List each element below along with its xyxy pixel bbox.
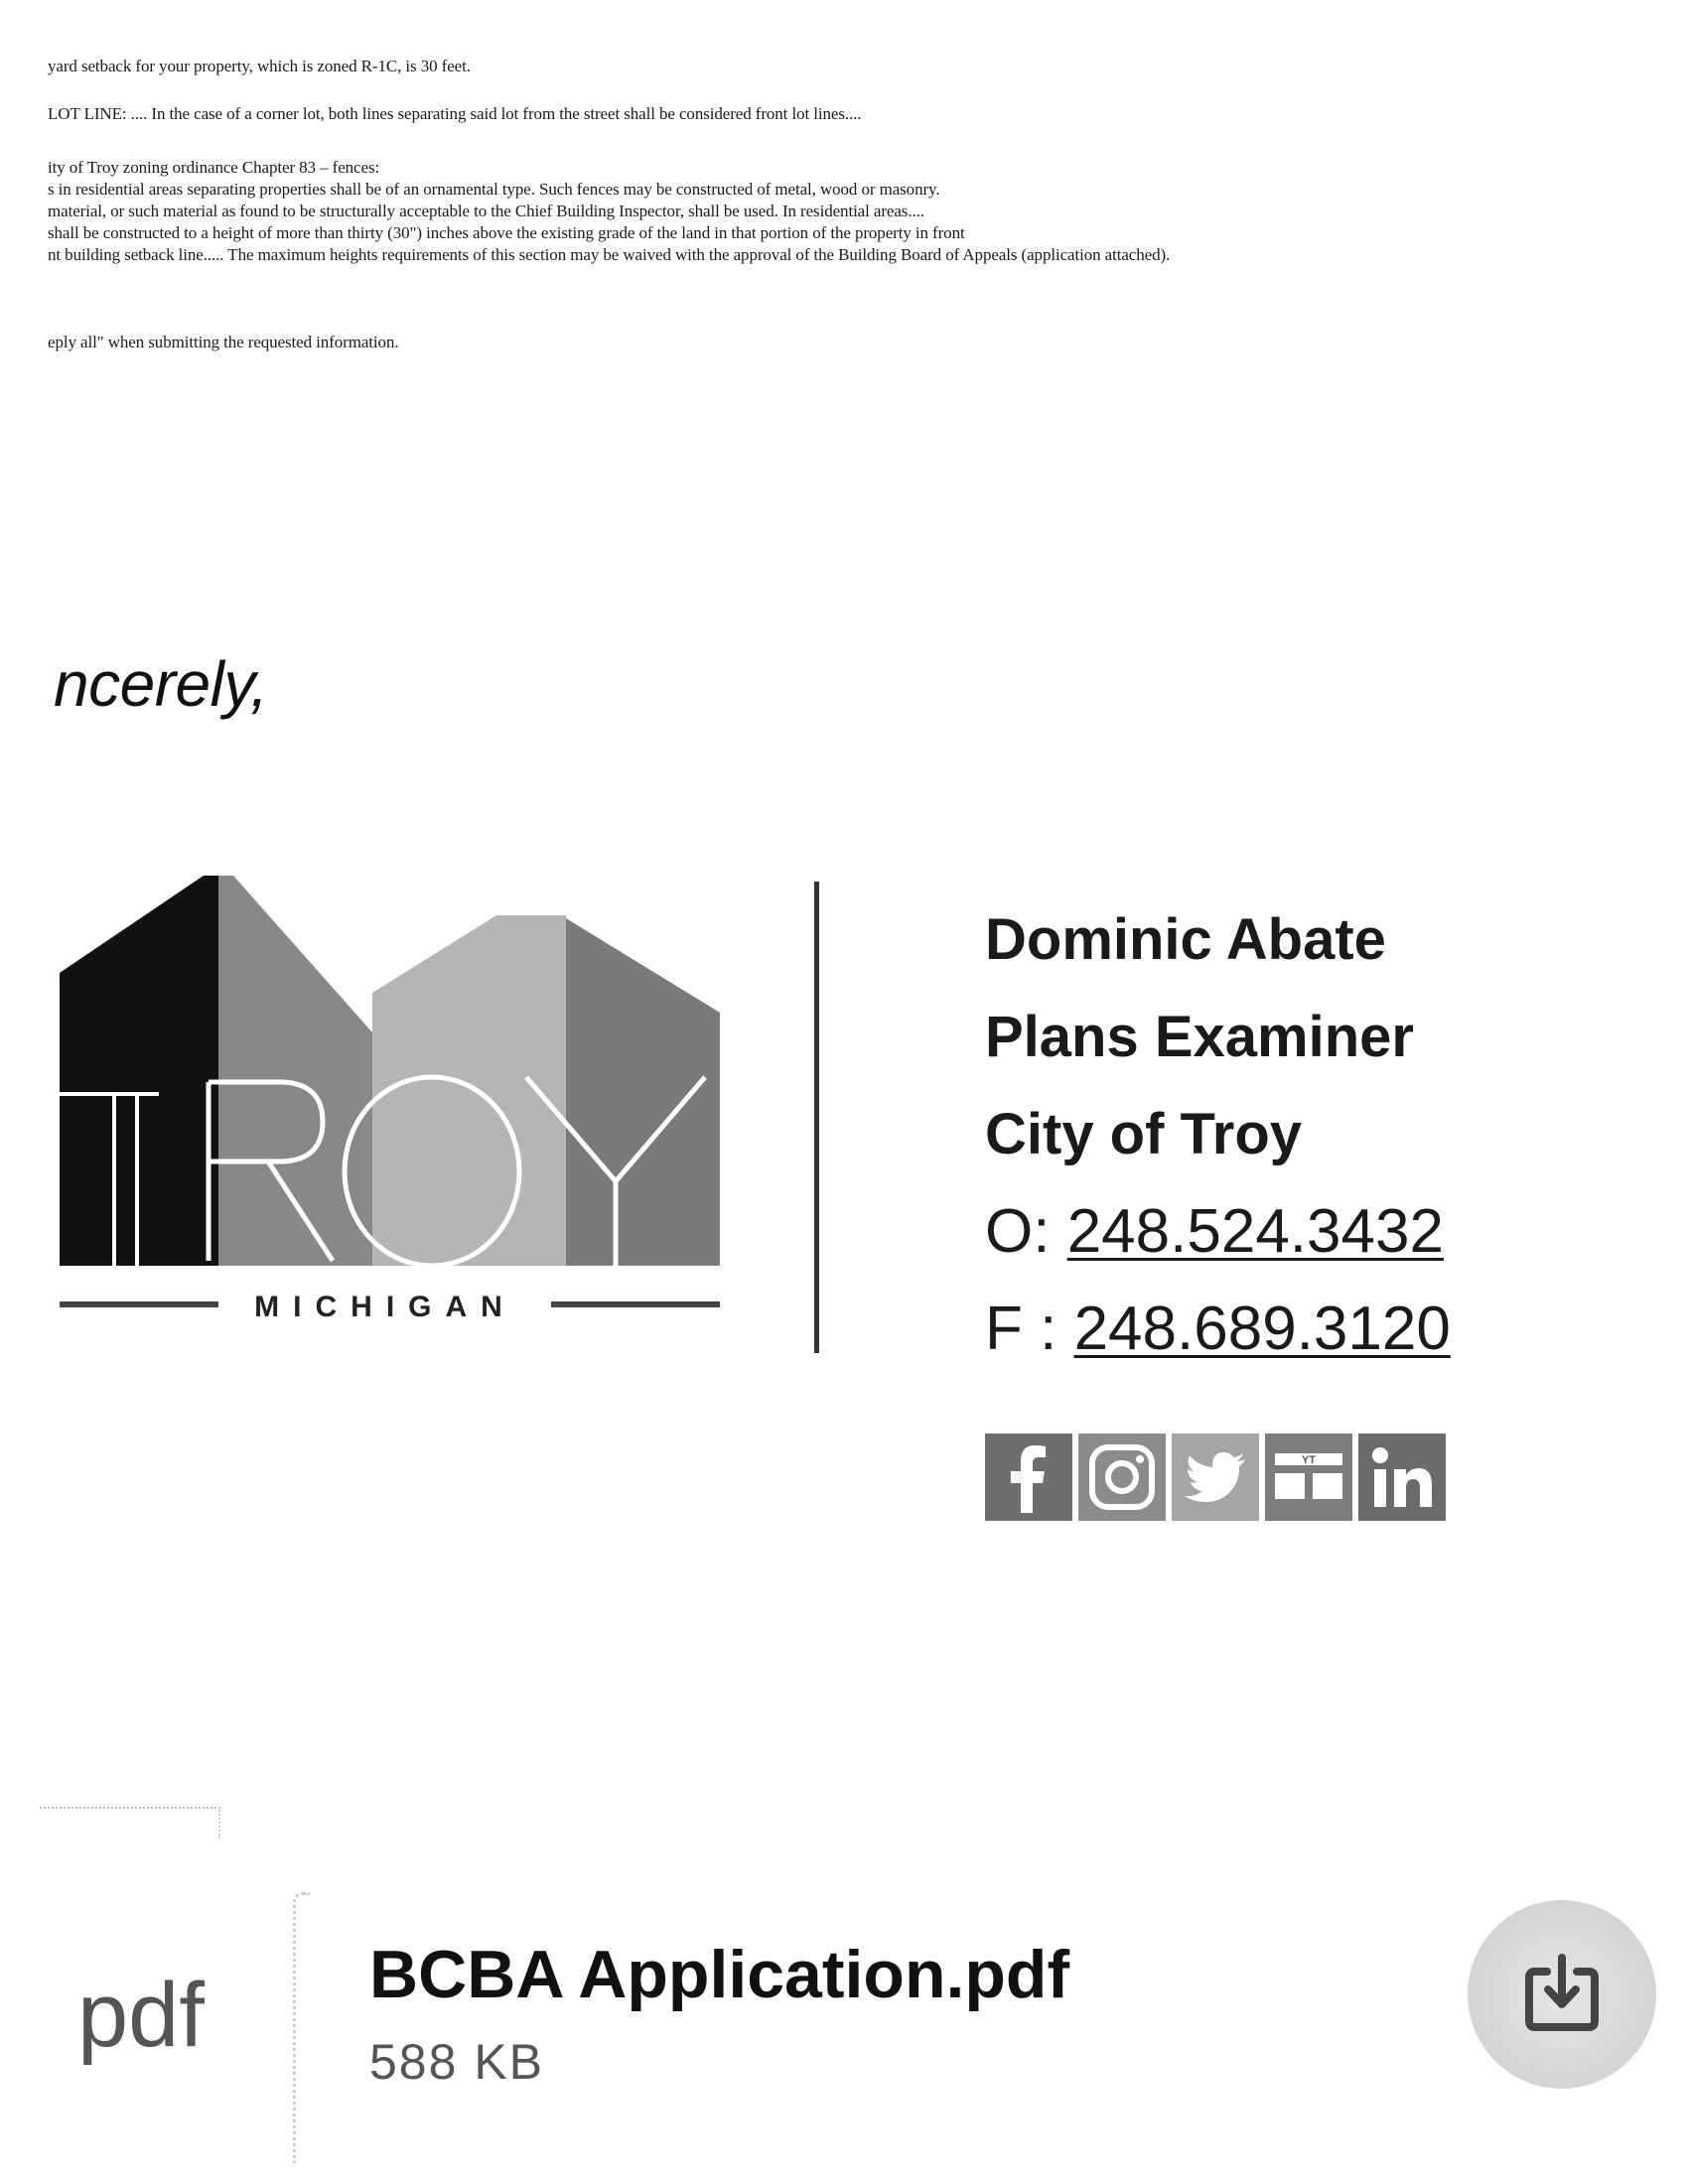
office-label: O: xyxy=(985,1197,1051,1266)
social-links xyxy=(985,1433,1446,1521)
troy-michigan-logo xyxy=(60,864,735,1320)
attachment-divider xyxy=(293,1892,310,2163)
signature-divider xyxy=(814,882,819,1353)
body-line: nt building setback line..... The maximum heights requirements of this section may be waived with the approval of the Building Board of Appeals (application attached). xyxy=(48,245,1171,264)
email-body xyxy=(48,56,1656,353)
attachment-filename[interactable]: BCBA Application.pdf xyxy=(369,1937,1070,2012)
download-icon xyxy=(1517,1950,1607,2039)
office-phone-link[interactable]: 248.524.3432 xyxy=(1066,1197,1444,1266)
signature-name: Dominic Abate xyxy=(985,907,1386,972)
pdf-file-icon: pdf xyxy=(77,1965,205,2066)
fax-row xyxy=(985,1281,1451,1378)
body-line: material, or such material as found to be structurally acceptable to the Chief Building Inspector, shall be used. In residential areas.... xyxy=(48,202,924,220)
attachment-card-edge xyxy=(40,1807,220,1839)
body-line: s in residential areas separating properties shall be of an ornamental type. Such fences may be constructed of metal, wood or masonry. xyxy=(48,180,940,199)
body-line: LOT LINE: .... In the case of a corner lot, both lines separating said lot from the street shall be considered front lot lines.... xyxy=(48,104,862,123)
body-line: shall be constructed to a height of more than thirty (30") inches above the existing grade of the land in that portion of the property in front xyxy=(48,223,965,242)
logo-subtitle: MICHIGAN xyxy=(254,1291,516,1320)
attachment-card[interactable] xyxy=(0,1882,1688,2170)
linkedin-icon[interactable] xyxy=(1358,1433,1446,1521)
fax-label: F : xyxy=(985,1295,1057,1363)
signature-title: Plans Examiner xyxy=(985,1005,1414,1069)
body-line: eply all" when submitting the requested information. xyxy=(48,333,399,351)
svg-text:YT: YT xyxy=(1301,1454,1317,1466)
download-button[interactable] xyxy=(1468,1900,1656,2089)
twitter-icon[interactable] xyxy=(1172,1433,1259,1521)
closing-text: ncerely, xyxy=(54,648,268,720)
attachment-size: 588 KB xyxy=(369,2034,545,2090)
facebook-icon[interactable] xyxy=(985,1433,1072,1521)
office-phone-row xyxy=(985,1183,1451,1281)
email-signature xyxy=(985,891,1451,1378)
youtube-icon[interactable] xyxy=(1265,1433,1352,1521)
body-line: yard setback for your property, which is zoned R-1C, is 30 feet. xyxy=(48,57,471,75)
instagram-icon[interactable] xyxy=(1078,1433,1166,1521)
fax-phone-link[interactable]: 248.689.3120 xyxy=(1073,1295,1451,1363)
body-line: ity of Troy zoning ordinance Chapter 83 – fences: xyxy=(48,158,380,177)
signature-org: City of Troy xyxy=(985,1102,1303,1166)
